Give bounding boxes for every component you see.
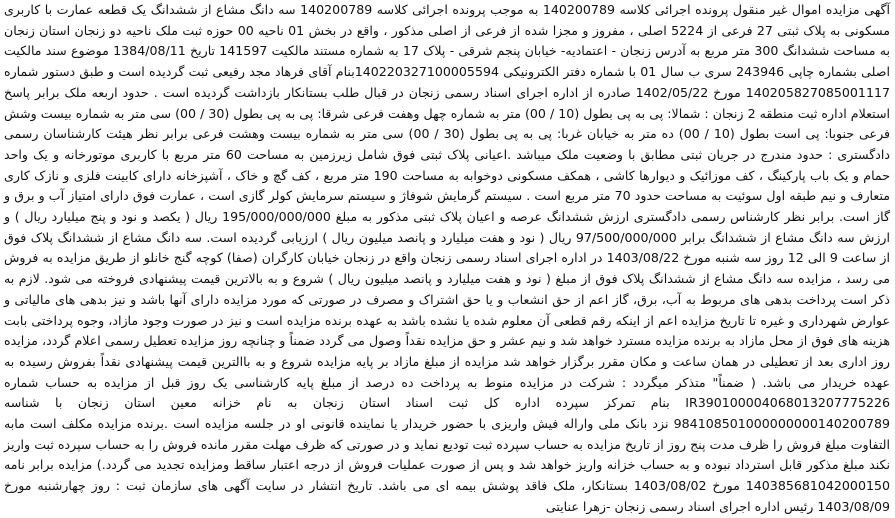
auction-notice-text xyxy=(4,0,891,514)
notice-paragraph: آگهی مزایده اموال غیر منقول پرونده اجرائی کلاسه 140200789 به موجب پرونده اجرائی کلاسه 140200789 سه دانگ مشاع از ششدانگ یک قطعه عمارت با کاربری مسکونی به پلاک ثبتی 27 فرعی از 5224 اصلی ، مفروز و مجزا شده از فرعی از اصلی مذکور ، واقع در بخش 01 ناحیه 00 حوزه ثبت ملک ناحیه دو زنجان استان زنجان به مساحت ششدانگ 300 متر مربع به آدرس زنجان - اعتمادیه- خیابان پنجم شرقی - پلاک 17 به شماره مستند مالکیت 141597 تاریخ 1384/08/11 موضوع سند مالکیت اصلی بشماره چاپی 243946 سری ب سال 01 با شماره دفتر الکترونیکی 140220327100005594بنام آقای فرهاد مجد رفیعی ثبت گردیده است و طبق دستور شماره 140205827085001117 مورخ 1402/05/22 صادره از اداره اجرای اسناد رسمی زنجان در قبال طلب بستانکار بازداشت گردیده است . حدود اربعه ملک برابر پاسخ استعلام اداره ثبت منطقه 2 زنجان : شمالا: پی به پی بطول (10 / 00) متر به شماره چهل وهفت فرعی شرقا: پی به پی بطول (30 / 00) سی متر به شماره بیست وشش فرعی جنوبا: پی است بطول (10 / 00) ده متر به خیابان غربا: پی به پی بطول (30 / 00) سی متر به شماره بیست وهشت فرعی برابر نظر هیئت کارشناسان رسمی دادگستری : حدود مندرج در جریان ثبتی مطابق با وضعیت ملک میباشد .اعیانی پلاک ثبتی فوق شامل زیرزمین به مساحت 60 متر مربع با کاربری موتورخانه و یک واحد حمام و یک باب پارکینگ ، کف موزائیک و دیوارها کاشی ، همکف مسکونی دوخوابه به مساحت 190 متر مربع ، کف گچ و خاک ، آشپزخانه دارای کابینت فلزی و نازک کاری متعارف و نیم طبقه اول سوئیت به مساحت حدود 70 متر مربع است . سیستم گرمایش شوفاژ و سیستم سرمایش کولر گازی است ، عمارت فوق دارای امتیاز آب و برق و گاز است. برابر نظر کارشناس رسمی دادگستری ارزش ششدانگ عرصه و اعیان پلاک ثبتی مذکور به مبلغ 195/000/000/000 ریال ( یکصد و نود و پنج میلیارد ریال ) و ارزش سه دانگ مشاع از ششدانگ برابر 97/500/000/000 ریال ( نود و هفت میلیارد و پانصد میلیون ریال ) ارزیابی گردیده است. سه دانگ مشاع از ششدانگ پلاک فوق از ساعت 9 الی 12 روز سه شنبه مورخ 1403/08/22 در اداره اجرای اسناد رسمی زنجان واقع در زنجان خیابان کارگران (صفا) کوچه گنج خانلو از طریق مزایده به فروش می رسد ، مزایده سه دانگ مشاع از ششدانگ پلاک فوق از مبلغ ( نود و هفت میلیارد و پانصد میلیون ریال ) شروع و به بالاترین قیمت پیشنهادی فروخته می شود. لازم به ذکر است پرداخت بدهی های مربوط به آب، برق، گاز اعم از حق انشعاب و یا حق اشتراک و مصرف در صورتی که مورد مزایده دارای آنها باشد و نیز بدهی های مالیاتی و عوارض شهرداری و غیره تا تاریخ مزایده اعم از اینکه رقم قطعی آن معلوم شده یا نشده باشد به عهده برنده مزایده است و نیز در صورت وجود مازاد، وجوه پرداختی بابت هزینه های فوق از محل مازاد به برنده مزایده مسترد خواهد شد و نیم عشر و حق مزایده نقداً وصول می گردد ضمناً و چنانچه روز مزایده تعطیل رسمی اعلام گردد، مزایده روز اداری بعد از تعطیلی در همان ساعت و مکان مقرر برگزار خواهد شد مزایده از مبلغ مازاد بر پایه مزایده شروع و به باالترین قیمت پیشنهادی نقداً بفروش رسیده به عهده خریدار می باشد. ( ضمناً" متذکر میگردد : شرکت در مزایده منوط به پرداخت ده درصد از مبلغ پایه کارشناسی یک روز قبل از مزایده به حساب شماره IR390100004068013207775226 بنام تمرکز سپرده اداره کل ثبت اسناد استان زنجان به نام خزانه معین استان زنجان با شناسه 984108501000000000140200789 نزد بانک ملی واراله فیش واریزی با حضور خریدار یا نماینده قانونی او در جلسه مزایده است .برنده مزایده مکلف است مابه التفاوت مبلغ فروش را ظرف مدت پنج روز از تاریخ مزایده به حساب سپرده ثبت تودیع نماید و در صورتی که ظرف مهلت مقرر مانده فروش را به حساب سپرده ثبت واریز نکند مبلغ مذکور قابل استرداد نبوده و به حساب خزانه واریز خواهد شد و پس از صورت عملیات فروش از درجه اعتبار ساقط ومزایده تجدید می گردد.) مزایده برابر نامه 140385681042000150 مورخ 1403/08/02 بستانکار، ملک فاقد پوشش بیمه ای می باشد. تاریخ انتشار در سایت آگهی های سازمان ثبت : روز چهارشنبه مورخ 1403/08/09 رئیس اداره اجرای اسناد رسمی زنجان -زهرا عنایتی xyxy=(4,2,891,514)
